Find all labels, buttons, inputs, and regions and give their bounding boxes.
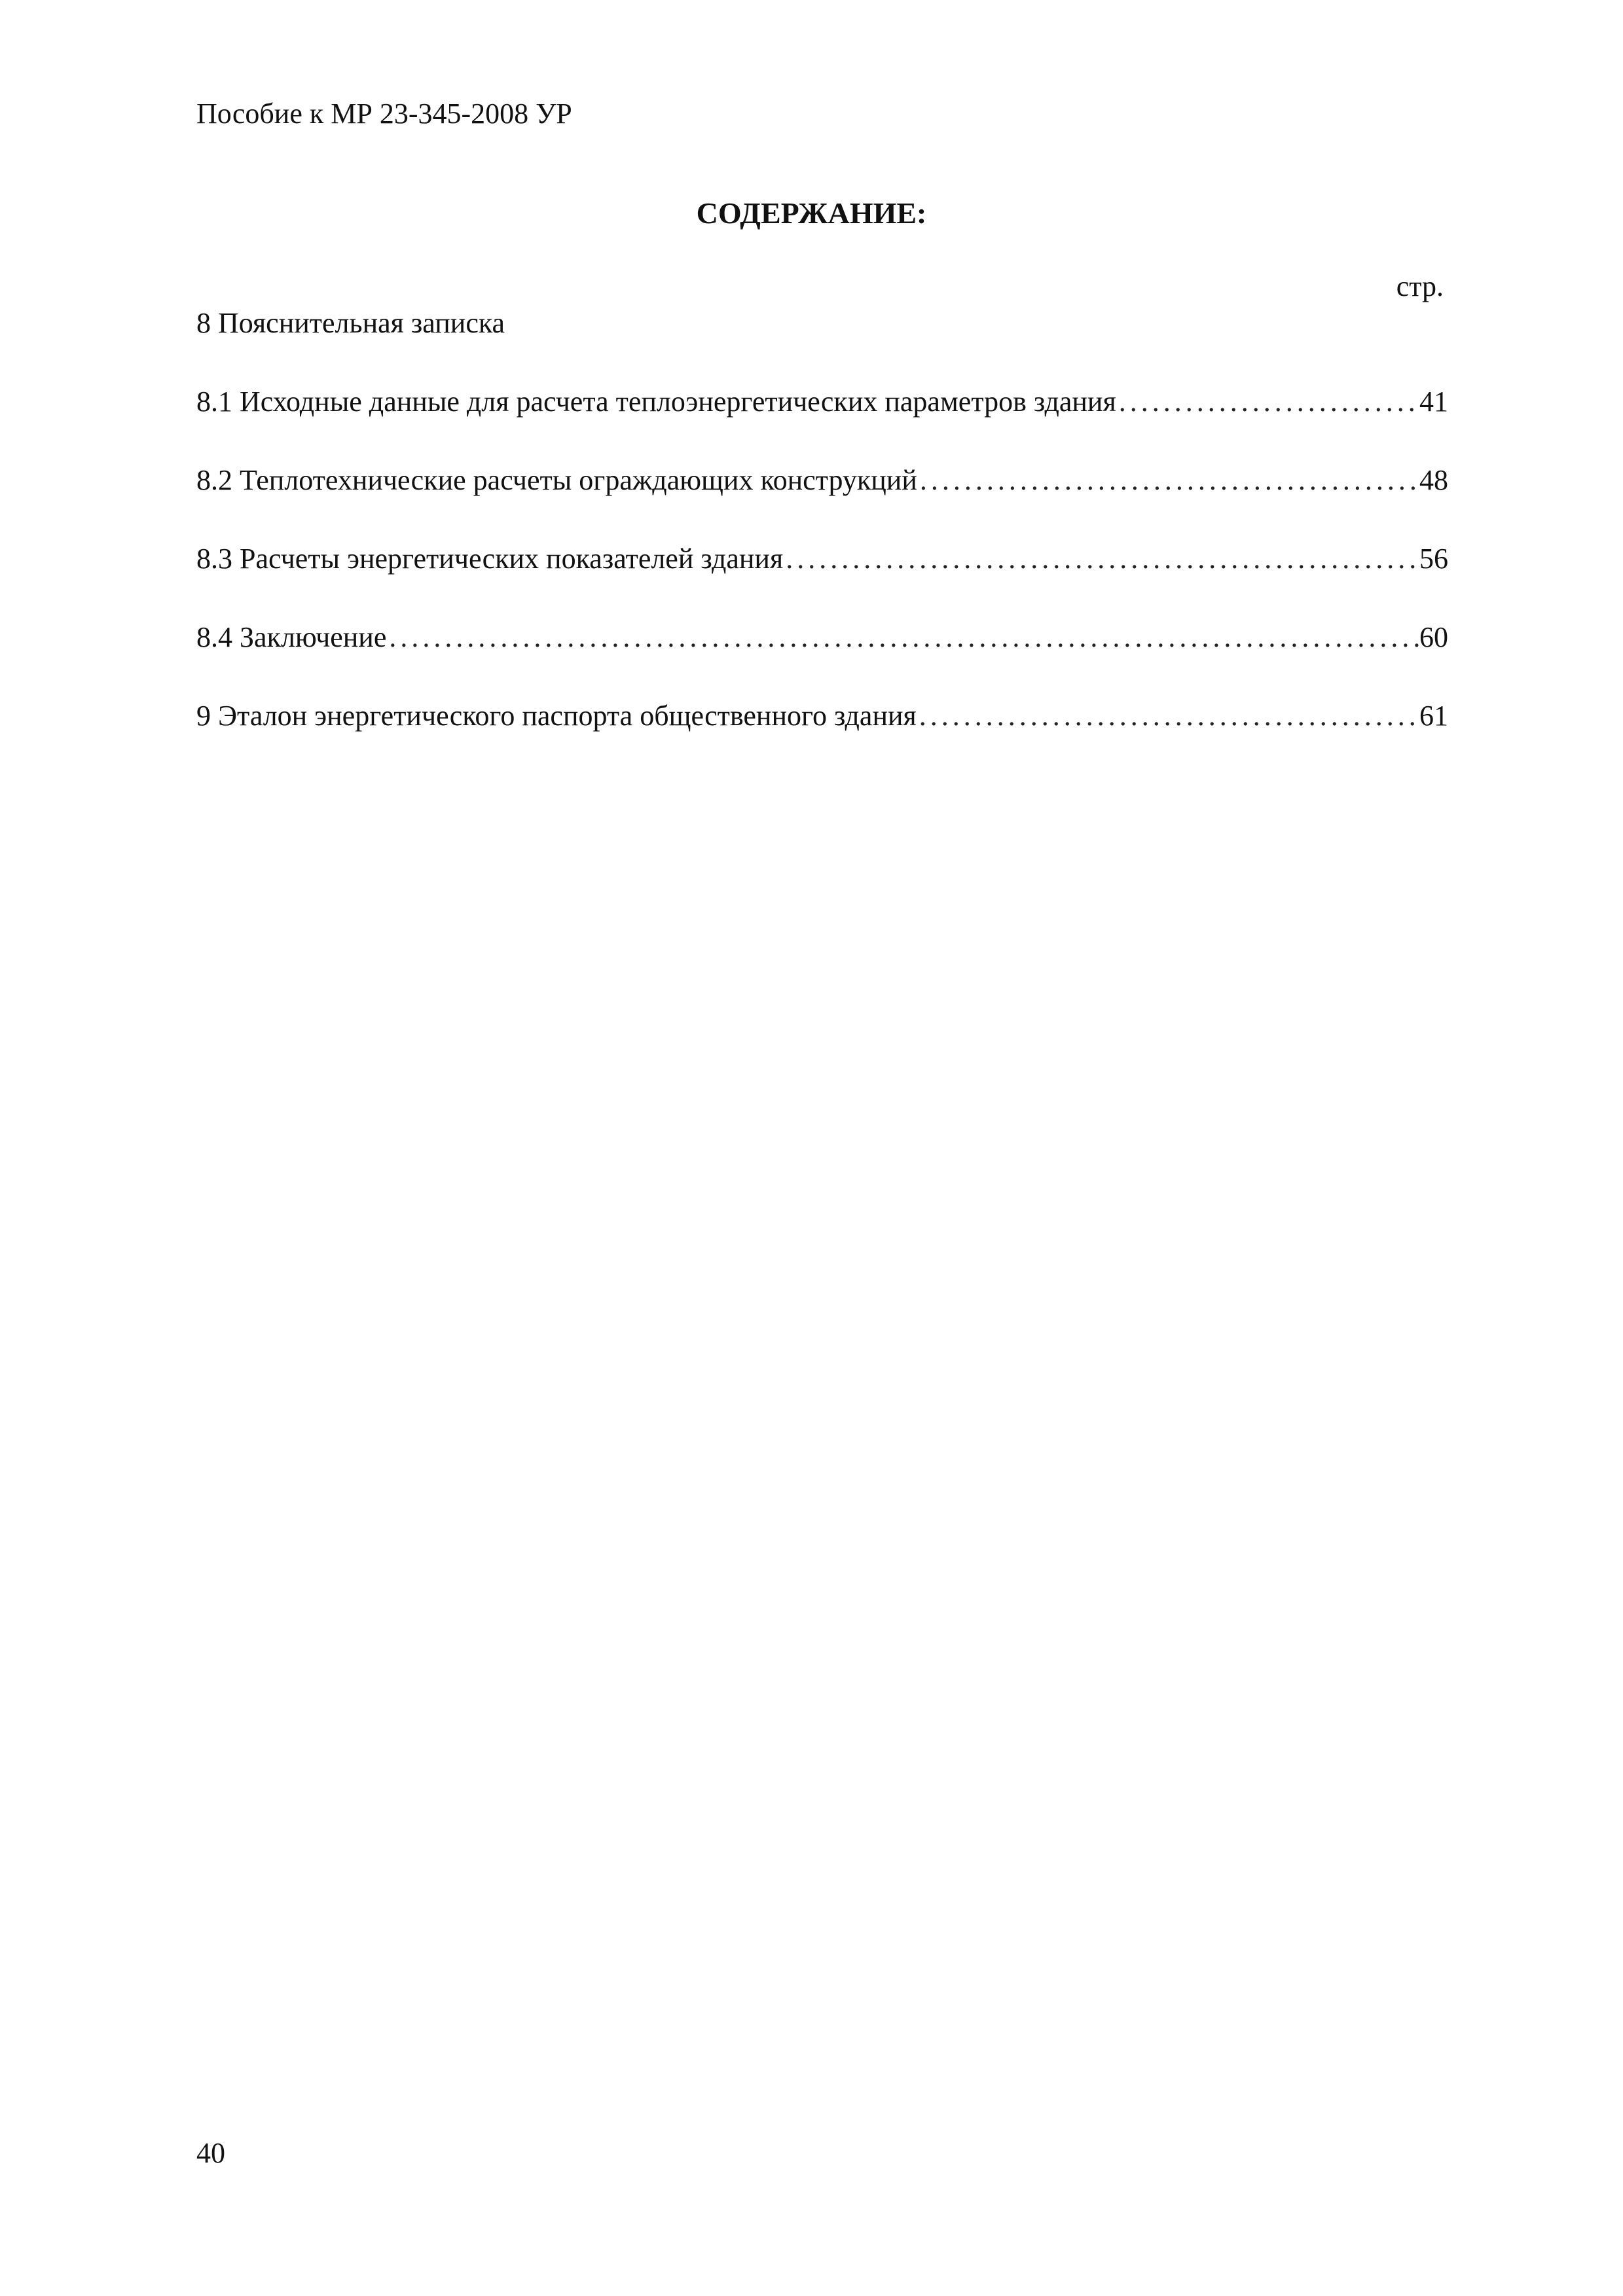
page-column-label: стр. [1396,270,1444,302]
dot-leader [783,541,1419,577]
toc-entry-page: 41 [1419,386,1448,418]
dot-leader [917,698,1419,734]
toc-entry[interactable] [196,698,1448,734]
toc-entry-page: 60 [1419,621,1448,653]
toc-entry-label: 8 Пояснительная записка [196,307,505,339]
toc-entry[interactable] [196,305,1448,342]
toc-entry[interactable] [196,384,1448,420]
toc-entry-page: 48 [1419,464,1448,496]
toc-entry-label: 8.4 Заключение [196,621,387,653]
toc-entry-page: 61 [1419,700,1448,732]
toc-entry-page: 56 [1419,543,1448,575]
toc-entry[interactable] [196,462,1448,499]
toc-entry-label: 8.1 Исходные данные для расчета теплоэнергетических параметров здания [196,386,1116,418]
dot-leader [917,462,1419,499]
dot-leader [386,619,1419,656]
toc-entry-label: 8.3 Расчеты энергетических показателей здания [196,543,784,575]
page-number: 40 [196,2137,225,2169]
page-title: СОДЕРЖАНИЕ: [696,196,927,230]
toc-entry-label: 9 Эталон энергетического паспорта общественного здания [196,700,917,732]
dot-leader [1116,384,1419,420]
table-of-contents [196,305,1448,776]
running-header: Пособие к МР 23-345-2008 УР [196,98,572,130]
toc-entry-label: 8.2 Теплотехнические расчеты ограждающих конструкций [196,464,917,496]
toc-entry[interactable] [196,619,1448,656]
toc-entry[interactable] [196,541,1448,577]
